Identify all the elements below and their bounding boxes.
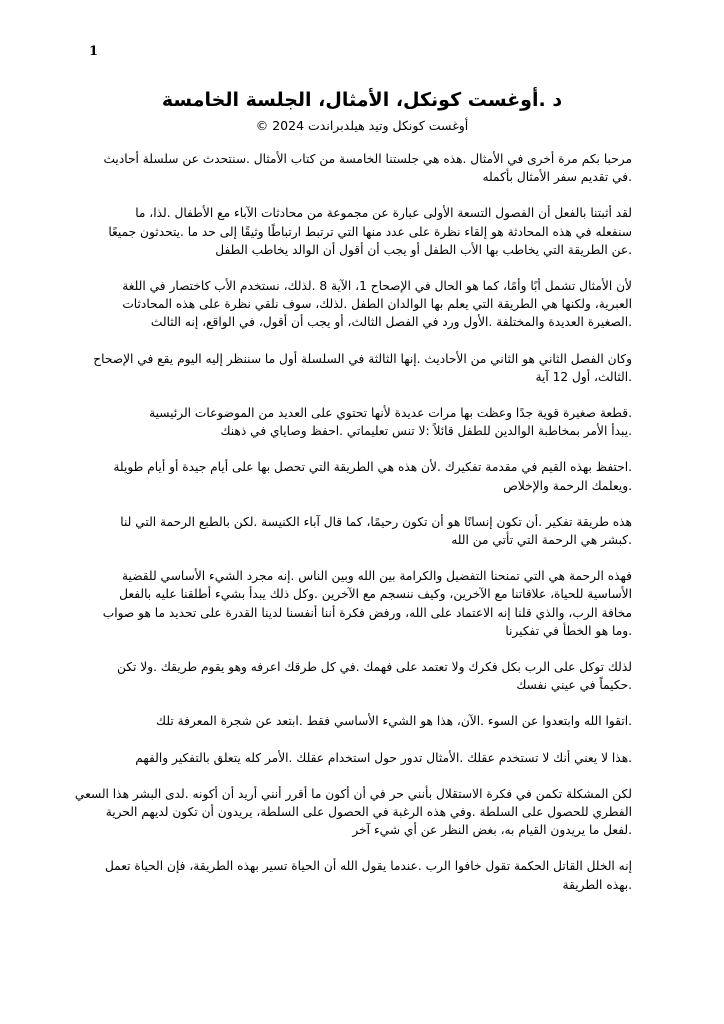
paragraph-line: لأن الأمثال تشمل أبًا وأمًا، كما هو الحال في الإصحاح 1، الآية 8 .لذلك، نستخدم الأب كاختصار في اللغة — [122, 279, 632, 294]
paragraph-line: .ويعلمك الرحمة والإخلاص — [503, 478, 632, 493]
paragraph-line: .في تقديم سفر الأمثال بأكمله — [482, 170, 632, 185]
paragraph-line: إنه الخلل القاتل الحكمة تقول خافوا الرب .عندما يقول الله أن الحياة تسير بهذه الطريقة، فإن الحياة تعمل — [104, 859, 632, 874]
paragraph-line: لقد أثبتنا بالفعل أن الفصول التسعة الأولى عبارة عن مجموعة من محادثات الآباء مع الأطفال .لذا، ما — [135, 206, 632, 221]
copyright-line: أوغست كونكل وتيد هيلدبراندت 2024 © — [255, 118, 469, 133]
paragraph-line: مخافة الرب، والذي قلنا إنه الاعتماد على الله، ورفض فكرة أننا أنفسنا لدينا القدرة على تحديد ما هو صواب — [102, 605, 632, 620]
paragraph-line: .اتقوا الله وابتعدوا عن السوء .الآن، هذا هو الشيء الأساسي فقط .ابتعد عن شجرة المعرفة تلك — [156, 714, 632, 729]
paragraph — [100, 204, 632, 259]
document-body — [74, 150, 632, 912]
paragraph-line: .عن الطريقة التي يخاطب بها الأب الطفل أو يجب أن أقول أن الوالد يخاطب الطفل — [215, 242, 632, 257]
paragraph-line: فهذه الرحمة هي التي تمنحنا التفضيل والكرامة بين الله وبين الناس .إنه مجرد الشيء الأساسي للقضية — [121, 569, 632, 584]
paragraph — [93, 350, 632, 386]
paragraph-line: .حكيماً في عيني نفسك — [516, 678, 632, 693]
page-number: 1 — [89, 44, 99, 59]
paragraph-line: .احتفظ بهذه القيم في مقدمة تفكيرك .لأن هذه هي الطريقة التي تحصل بها على أيام جيدة أو أيام طويلة — [113, 460, 632, 475]
paragraph-line: .يبدأ الأمر بمخاطبة الوالدين للطفل قائلاً :لا تنس تعليماتي .احفظ وصاياي في ذهنك — [220, 424, 632, 439]
paragraph-line: .الثالث، أول 12 آية — [535, 369, 632, 384]
paragraph-line: الفطري للحصول على السلطة .وفي هذه الرغبة في الحصول على السلطة، يريدون أن تكون لديهم الحرية — [105, 805, 632, 820]
paragraph — [100, 857, 632, 893]
paragraph-line: وكان الفصل الثاني هو الثاني من الأحاديث .إنها الثالثة في السلسلة أول ما سننظر إليه اليوم يقع في الإصحاح — [93, 351, 632, 366]
paragraph — [100, 712, 632, 730]
paragraph-line: .وما هو الخطأ في تفكيرنا — [505, 623, 632, 638]
paragraph — [100, 404, 632, 440]
paragraph — [100, 458, 632, 494]
paragraph-line: .لفعل ما يريدون القيام به، بغض النظر عن أي شيء آخر — [352, 823, 632, 838]
paragraph — [100, 513, 632, 549]
paragraph-line: .كبشر هي الرحمة التي تأتي من الله — [451, 533, 632, 548]
document-header — [90, 86, 634, 136]
paragraph-line: سنفعله في هذه المحادثة هو إلقاء نظرة على عدد منها التي ترتبط ارتباطًا وثيقًا إلى حد ما .يتحدثون جميعًا — [108, 224, 632, 239]
paragraph — [100, 150, 632, 186]
paragraph-line: .هذا لا يعني أنك لا تستخدم عقلك .الأمثال تدور حول استخدام عقلك .الأمر كله يتعلق بالتفكير والفهم — [135, 750, 632, 765]
paragraph-line: لكن المشكلة تكمن في فكرة الاستقلال بأنني حر في أن أكون ما أقرر أنني أريد أن أكونه .لدى البشر هذا السعي — [74, 786, 632, 801]
paragraph-line: .قطعة صغيرة قوية جدًا وعظت بها مرات عديدة لأنها تحتوي على العديد من الموضوعات الرئيسية — [149, 406, 632, 421]
paragraph-line: مرحبا بكم مرة أخرى في الأمثال .هذه هي جلستنا الخامسة من كتاب الأمثال .سنتحدث عن سلسلة أحاديث — [103, 152, 632, 166]
paragraph-line: .بهذه الطريقة — [562, 877, 632, 892]
paragraph — [100, 567, 632, 640]
paragraph — [100, 749, 632, 767]
paragraph — [74, 785, 632, 840]
paragraph — [100, 658, 632, 694]
document-title: د .أوغست كونكل، الأمثال، الجلسة الخامسة — [161, 89, 563, 111]
paragraph-line: الأساسية للحياة، علاقاتنا مع الآخرين، وكيف ننسجم مع الآخرين .وكل ذلك يبدأ بشيء أطلقنا عليه بالفعل — [119, 587, 632, 602]
paragraph-line: هذه طريقة تفكير .أن تكون إنسانًا هو أن تكون رحيمًا، كما قال آباء الكنيسة .لكن بالطبع الرحمة التي لنا — [120, 514, 632, 529]
paragraph — [100, 277, 632, 332]
paragraph-line: .الصغيرة العديدة والمختلفة .الأول ورد في الفصل الثالث، أو يجب أن أقول، في الواقع، إنه الثالث — [150, 315, 632, 330]
paragraph-line: العبرية، ولكنها هي الطريقة التي يعلم بها الوالدان الطفل .لذلك، سوف نلقي نظرة على هذه المحادثات — [122, 297, 632, 312]
paragraph-line: لذلك توكل على الرب بكل فكرك ولا تعتمد على فهمك .في كل طرقك اعرفه وهو يقوم طريقك .ولا تكن — [117, 660, 632, 675]
